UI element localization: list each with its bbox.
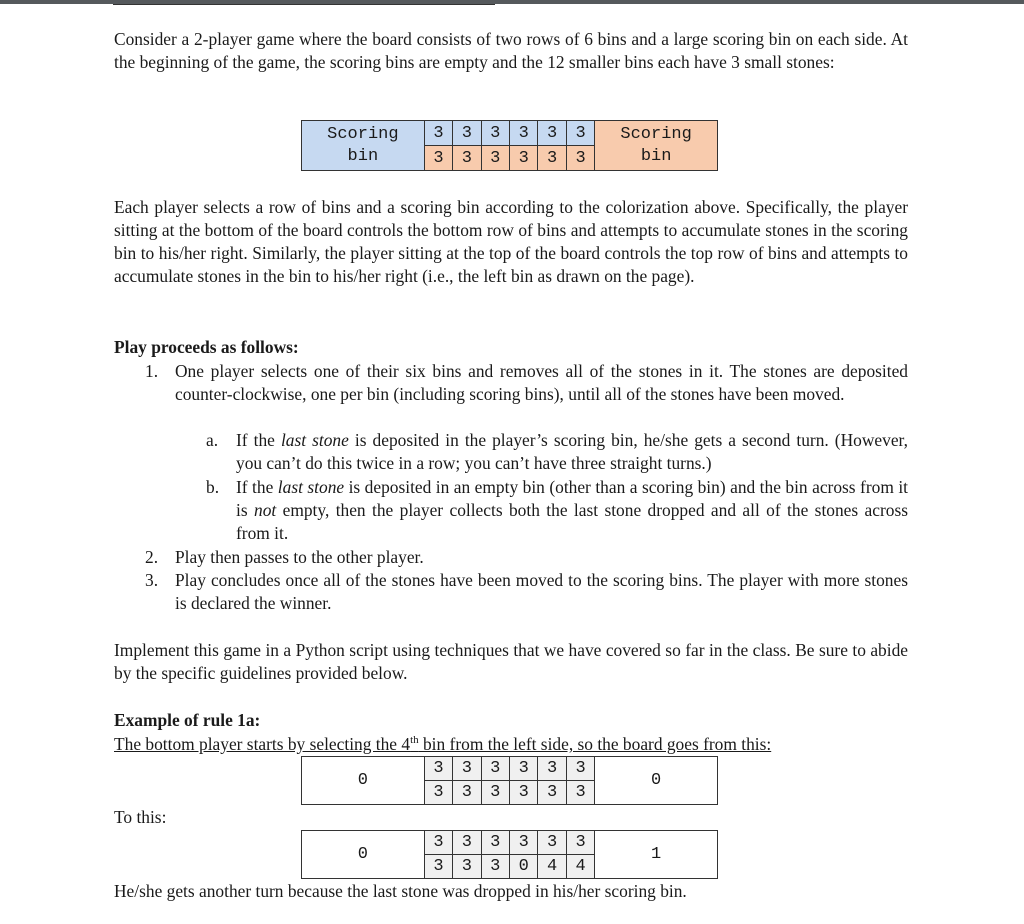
example-board-before [301,756,718,805]
after-top-bin-4: 3 [509,831,537,855]
rule-2-number: 2. [145,547,159,567]
rule-1b-emphasis: last stone [277,477,345,497]
bottom-bin-1: 3 [424,146,452,171]
before-top-bin-3: 3 [481,757,509,781]
after-bottom-bin-3: 3 [481,855,509,879]
rule-1b-emphasis-not: not [254,500,277,520]
before-top-bin-6: 3 [566,757,594,781]
before-bottom-bin-4: 3 [509,781,537,805]
rule-1a-emphasis: last stone [280,430,349,450]
after-right-bin: 1 [595,831,718,879]
bottom-bin-2: 3 [453,146,481,171]
initial-board [301,120,718,171]
after-top-bin-3: 3 [481,831,509,855]
before-top-bin-5: 3 [538,757,566,781]
before-top-bin-4: 3 [509,757,537,781]
after-bottom-bin-4: 0 [509,855,537,879]
left-bin-label-1: Scoring [327,124,399,144]
after-top-bin-5: 3 [538,831,566,855]
left-bin-label-2: bin [347,146,379,166]
before-bottom-bin-2: 3 [453,781,481,805]
rule-1-number: 1. [145,361,159,381]
before-left-bin: 0 [302,757,425,805]
play-heading: Play proceeds as follows: [114,337,299,357]
conclusion-text: He/she gets another turn because the last stone was dropped in his/her scoring bin. [114,881,687,901]
after-bottom-bin-6: 4 [566,855,594,879]
to-this-label: To this: [114,807,167,827]
top-bin-4: 3 [509,121,537,146]
after-bottom-bin-5: 4 [538,855,566,879]
rule-1a-text: If the last stone is deposited in the player’s scoring bin, he/she gets a second turn. (However, you can’t do this twice in a row; you can’t have three straight turns.) [236,430,908,473]
controls-paragraph: Each player selects a row of bins and a scoring bin according to the colorization above. Specifically, the player sitting at the bottom of the board controls the bottom row of bins and attempts to accumulate stones in the scoring bin to his/her right. Similarly, the player sitting at the top of the board controls the top row of bins and attempts to accumulate stones in the bin to his/her right (i.e., the left bin as drawn on the page). [114,197,908,286]
rule-1a-letter: a. [206,430,219,450]
after-left-bin: 0 [302,831,425,879]
after-top-bin-6: 3 [566,831,594,855]
before-bottom-bin-1: 3 [424,781,452,805]
bottom-bin-5: 3 [538,146,566,171]
top-bin-5: 3 [538,121,566,146]
after-top-bin-1: 3 [424,831,452,855]
bottom-bin-4: 3 [509,146,537,171]
before-top-bin-1: 3 [424,757,452,781]
right-scoring-bin [595,121,718,171]
after-bottom-bin-2: 3 [453,855,481,879]
top-bin-2: 3 [453,121,481,146]
rule-2-text: Play then passes to the other player. [175,547,424,567]
after-top-bin-2: 3 [453,831,481,855]
rule-1b-letter: b. [206,477,220,497]
right-bin-label-2: bin [640,146,672,166]
before-right-bin: 0 [595,757,718,805]
before-top-bin-2: 3 [453,757,481,781]
rule-1-text: One player selects one of their six bins and removes all of the stones in it. The stones are deposited counter-clockwise, one per bin (including scoring bins), until all of the stones have been moved. [175,361,908,404]
example-text: The bottom player starts by selecting the 4th bin from the left side, so the board goes from this: [114,734,772,754]
before-bottom-bin-3: 3 [481,781,509,805]
example-board-after [301,830,718,879]
top-bin-3: 3 [481,121,509,146]
implement-paragraph: Implement this game in a Python script using techniques that we have covered so far in the class. Be sure to abide by the specific guidelines provided below. [114,640,908,683]
before-bottom-bin-5: 3 [538,781,566,805]
rule-3-text: Play concludes once all of the stones have been moved to the scoring bins. The player with more stones is declared the winner. [175,570,908,613]
left-scoring-bin [302,121,425,171]
bottom-bin-3: 3 [481,146,509,171]
right-bin-label-1: Scoring [620,124,692,144]
bottom-bin-6: 3 [566,146,594,171]
before-bottom-bin-6: 3 [566,781,594,805]
top-bin-1: 3 [424,121,452,146]
rule-1b-text: If the last stone is deposited in an empty bin (other than a scoring bin) and the bin across from it is not empty, then the player collects both the last stone dropped and all of the stones across from it. [236,477,909,543]
top-bin-6: 3 [566,121,594,146]
example-heading: Example of rule 1a: [114,710,261,730]
intro-paragraph: Consider a 2-player game where the board consists of two rows of 6 bins and a large scoring bin on each side. At the beginning of the game, the scoring bins are empty and the 12 smaller bins each have 3 small stones: [114,29,908,72]
rule-3-number: 3. [145,570,159,590]
header-rule [113,4,495,5]
after-bottom-bin-1: 3 [424,855,452,879]
